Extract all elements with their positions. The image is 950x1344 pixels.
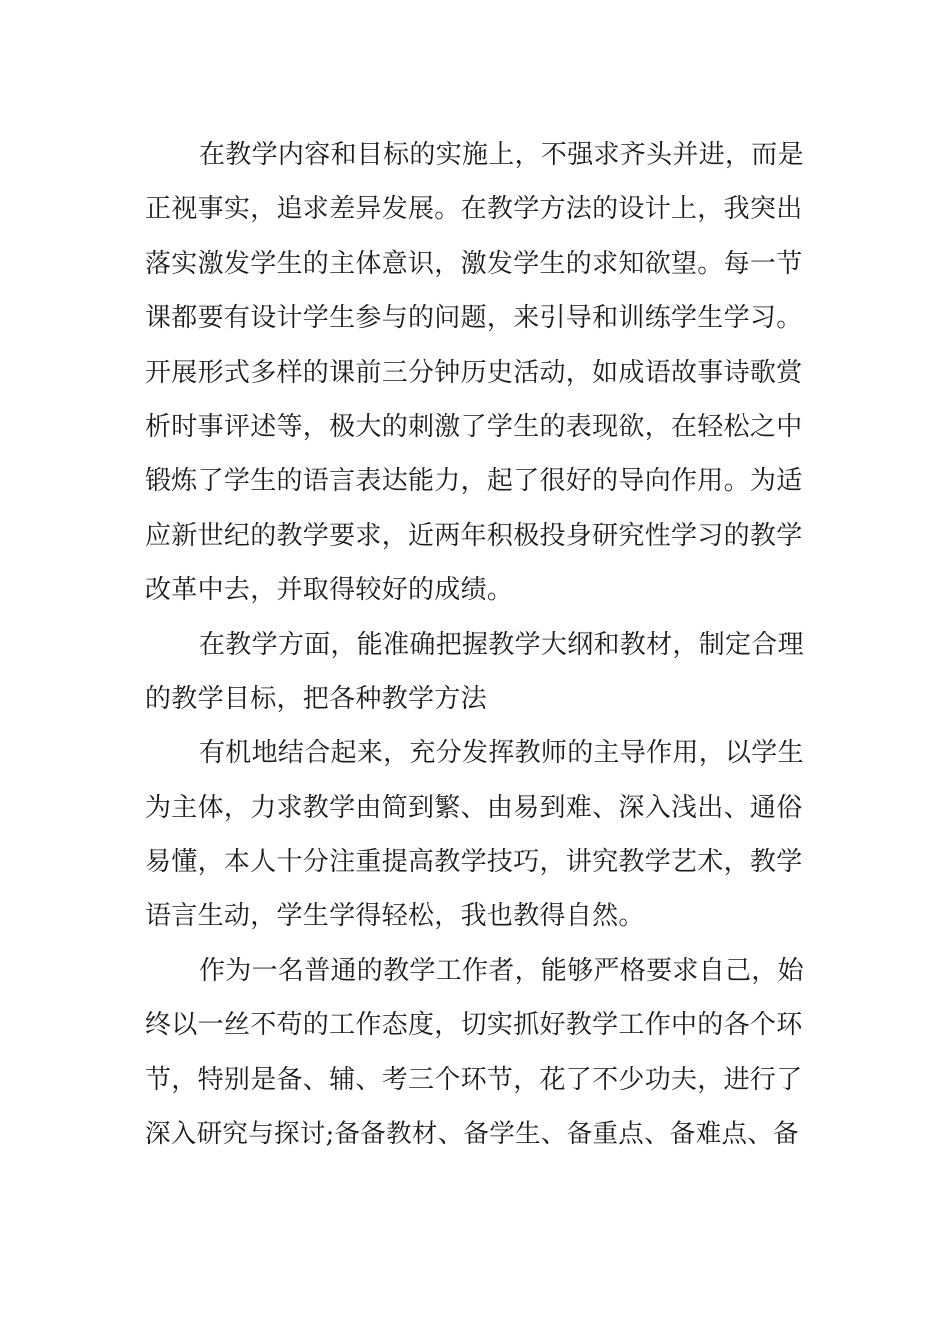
paragraph-3-line-2: 为主体，力求教学由简到繁、由易到难、深入浅出、通俗 [145, 792, 803, 823]
paragraph-1-line-9: 改革中去，并取得较好的成绩。 [145, 575, 514, 606]
paragraph-1-line-6: 析时事评述等，极大的刺激了学生的表现欲，在轻松之中 [145, 411, 803, 442]
paragraph-1-line-1: 在教学内容和目标的实施上，不强求齐头并进，而是 [199, 140, 804, 170]
paragraph-3-line-4: 语言生动，学生学得轻松，我也教得自然。 [145, 901, 645, 932]
paragraph-1-line-4: 课都要有设计学生参与的问题，来引导和训练学生学习。 [145, 303, 803, 334]
paragraph-4-line-2: 终以一丝不苟的工作态度，切实抓好教学工作中的各个环 [145, 1010, 803, 1041]
paragraph-4-line-4: 深入研究与探讨;备备教材、备学生、备重点、备难点、备 [145, 1119, 799, 1150]
paragraph-1-line-7: 锻炼了学生的语言表达能力，起了很好的导向作用。为适 [145, 466, 803, 497]
paragraph-3-line-1: 有机地结合起来，充分发挥教师的主导作用，以学生 [199, 738, 804, 769]
paragraph-1-line-2: 正视事实，追求差异发展。在教学方法的设计上，我突出 [145, 194, 803, 225]
paragraph-2-line-1: 在教学方面，能准确把握教学大纲和教材，制定合理 [199, 629, 804, 660]
paragraph-1-line-3: 落实激发学生的主体意识，激发学生的求知欲望。每一节 [145, 248, 803, 279]
paragraph-4-line-1: 作为一名普通的教学工作者，能够严格要求自己，始 [199, 955, 804, 986]
paragraph-1-line-5: 开展形式多样的课前三分钟历史活动，如成语故事诗歌赏 [145, 357, 803, 388]
paragraph-2-line-2: 的教学目标，把各种教学方法 [145, 683, 487, 714]
paragraph-3-line-3: 易懂，本人十分注重提高教学技巧，讲究教学艺术，教学 [145, 847, 803, 878]
paragraph-4-line-3: 节，特别是备、辅、考三个环节，花了不少功夫，进行了 [145, 1064, 803, 1095]
document-body [145, 128, 810, 1161]
paragraph-1-line-8: 应新世纪的教学要求，近两年积极投身研究性学习的教学 [145, 520, 803, 551]
